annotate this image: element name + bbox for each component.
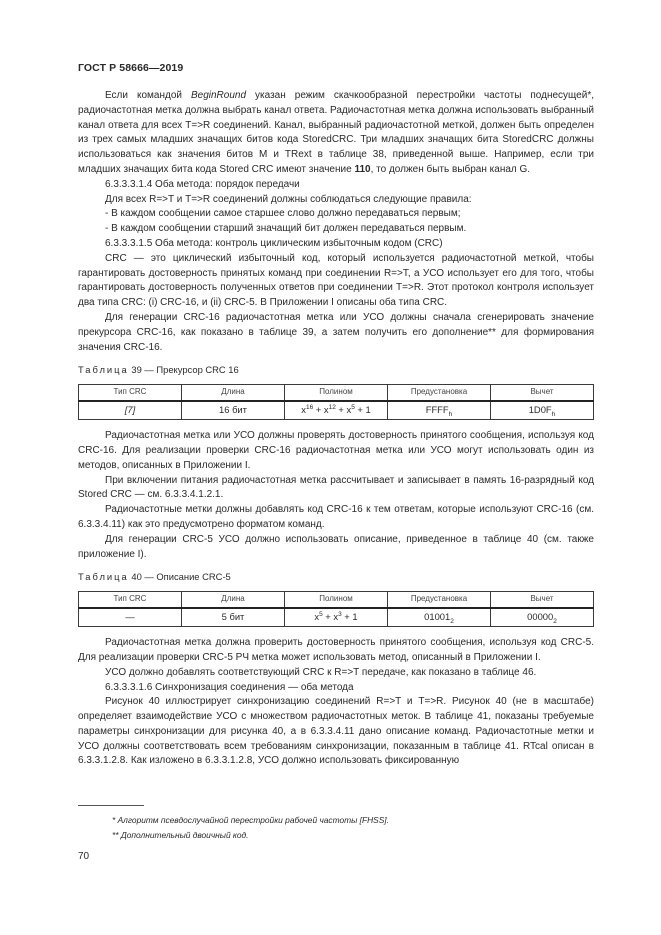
bullet-bit-order: - В каждом сообщении старший значащий бит должен передаваться первым. — [105, 223, 467, 235]
table-header-row — [79, 592, 594, 609]
cell-preset: $01001_2$ — [388, 608, 491, 627]
caption-text: 40 — Описание CRC-5 — [131, 571, 231, 583]
footnote-separator — [78, 805, 144, 806]
footnote-complement: ** Дополнительный двоичный код. — [112, 830, 249, 840]
paragraph-crc5-verify: Радиочастотная метка должна проверить достоверность принятого сообщения, используя код CRC-5. Для реализации проверки CRC-5 РЧ метка может использовать метод, описанный в Приложении I. — [78, 637, 594, 663]
col-crc-type: Тип CRC — [79, 385, 182, 402]
table-crc5-description — [78, 591, 594, 627]
text-run: указан режим скачкообразной перестройки частоты поднесущей*, радиочастотная метка должна выбрать канал ответа. Радиочастотная метка должна использовать выбранный канал ответа для всех T=>R соединений. Канал, выбранный радиочастотной меткой, должен быть определен из трех самых младших значащих битов кода StoredCRC. Три младших значащих бита StoredCRC должны использоваться как значения битов M и TRext в таблице 38, приведенной выше. Например, если три младших значащих бита кода Stored CRC имеют значение — [78, 90, 594, 175]
paragraph-crc16-generation: Для генерации CRC-16 радиочастотная метка или УСО должны сначала сгенерировать значение прекурсора CRC-16, как показано в таблице 39, а затем получить его дополнение** для формирования значения CRC-16. — [78, 311, 594, 353]
table-crc16-precursor — [78, 384, 594, 420]
table-row — [79, 401, 594, 420]
col-residue: Вычет — [491, 592, 594, 609]
text-run: Если командой — [105, 90, 191, 101]
caption-word: Таблица — [78, 571, 129, 583]
section-heading-transmission-order: 6.3.3.3.1.4 Оба метода: порядок передачи — [105, 178, 300, 190]
footnote-fhss: * Алгоритм псевдослучайной перестройки рабочей частоты [FHSS]. — [112, 815, 389, 825]
section-heading-sync: 6.3.3.3.1.6 Синхронизация соединения — оба метода — [105, 681, 354, 693]
col-length: Длина — [182, 592, 285, 609]
cell-length: 5 бит — [182, 608, 285, 627]
caption-word: Таблица — [78, 364, 129, 376]
paragraph-crc16-verify: Радиочастотная метка или УСО должны проверять достоверность принятого сообщения, используя код CRC-16. Для реализации проверки CRC-16 радиочастотная метка или УСО могут использовать один из методов, описанных в Приложении I. — [78, 430, 594, 471]
col-polynomial: Полином — [285, 385, 388, 402]
paragraph-crc16-append: Радиочастотные метки должны добавлять код CRC-16 к тем ответам, которые используют CRC-16 (см. 6.3.3.4.11) как это предусмотрено форматом команд. — [78, 504, 594, 530]
paragraph-sync-description: Рисунок 40 иллюстрирует синхронизацию соединений R=>T и T=>R. Рисунок 40 (не в масштабе) определяет взаимодействие УСО с множеством радиочастотных меток. В таблице 41, показаны требуемые параметры синхронизации для рисунка 40, а в 6.3.3.4.11 дано описание команд. Радиочастотные метки и УСО должны соответствовать всем требованиям синхронизации, показанным в таблице 41. RTcal описан в 6.3.3.1.2.8. Как изложено в 6.3.3.1.2.8, УСО должно использовать фиксированную — [78, 696, 594, 767]
cell-residue: $00000_2$ — [491, 608, 594, 627]
col-preset: Предустановка — [388, 385, 491, 402]
page-number: 70 — [78, 851, 90, 862]
paragraph-stored-crc: При включении питания радиочастотная метка рассчитывает и записывает в память 16-разрядный код Stored CRC — см. 6.3.3.4.1.2.1. — [78, 474, 594, 501]
table39-caption — [78, 363, 594, 378]
caption-text: 39 — Прекурсор CRC 16 — [131, 364, 239, 376]
bit-value: 110 — [354, 163, 371, 175]
table-header-row — [79, 385, 594, 402]
paragraph-crc5-generation: Для генерации CRC-5 УСО должно использовать описание, приведенное в таблице 40 (см. также приложение I). — [78, 533, 594, 560]
cell-length: 16 бит — [182, 401, 285, 420]
paragraph-crc-definition: CRC — это циклический избыточный код, который используется радиочастотной меткой, чтобы гарантировать достоверность принятых команд при соединении R=>T, а УСО использует его для того, чтобы гарантировать достоверность полученных ответов при соединении T=>R. Этот протокол контроля использует два типа CRC: (i) CRC-16, и (ii) CRC-5. В Приложении I описаны оба типа CRC. — [78, 252, 594, 309]
col-polynomial: Полином — [285, 592, 388, 609]
cell-polynomial: $x^5 + x^3 + 1$ — [285, 608, 388, 627]
command-name: BeginRound — [190, 90, 247, 101]
table40-caption — [78, 570, 594, 585]
cell-preset: $FFFF_h$ — [388, 401, 491, 420]
col-crc-type: Тип CRC — [79, 592, 182, 609]
cell-crc-type: [7] — [79, 401, 182, 420]
cell-residue: $1D0F_h$ — [491, 401, 594, 420]
cell-polynomial: $x^{16} + x^{12} + x^5 + 1$ — [285, 401, 388, 420]
table-row — [79, 608, 594, 627]
text-run: , то должен быть выбран канал G. — [370, 163, 531, 175]
bullet-word-order: - В каждом сообщении самое старшее слово должно передаваться первым; — [105, 208, 461, 220]
col-residue: Вычет — [491, 385, 594, 402]
section-heading-crc: 6.3.3.3.1.5 Оба метода: контроль циклическим избыточным кодом (CRC) — [105, 237, 443, 249]
paragraph-rules-intro: Для всех R=>T и T=>R соединений должны соблюдаться следующие правила: — [105, 193, 472, 205]
document-header: ГОСТ Р 58666—2019 — [78, 62, 184, 74]
page-body — [78, 89, 594, 769]
col-length: Длина — [182, 385, 285, 402]
paragraph-frequency-hopping — [78, 89, 594, 178]
cell-crc-type: — — [79, 608, 182, 627]
paragraph-crc-append: УСО должно добавлять соответствующий CRC к R=>T передаче, как показано в таблице 46. — [105, 666, 537, 678]
col-preset: Предустановка — [388, 592, 491, 609]
